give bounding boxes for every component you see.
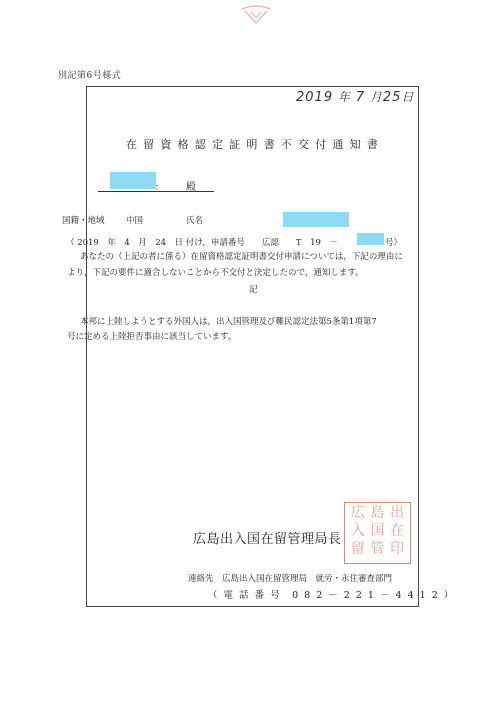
name-redaction: [283, 212, 349, 227]
date-month: 7: [355, 90, 366, 105]
seal-char: 出: [390, 505, 405, 521]
application-close: 号）: [385, 238, 403, 248]
addressee-dot: ：: [155, 183, 165, 193]
seal-char: 広: [350, 505, 365, 521]
seal-char: 在: [390, 523, 405, 539]
addressee-redaction: [110, 172, 156, 189]
seal-char: 留: [350, 541, 365, 557]
reason-line-1: 本邦に上陸しようとする外国人は，出入国管理及び難民認定法第5条第1項第7: [80, 317, 377, 327]
nationality-label: 国籍・地域: [62, 216, 105, 226]
top-stamp-icon: [240, 3, 272, 25]
application-line: （ 2019 年 4 月 24 日 付け，申請番号 広認 T 19 －: [66, 238, 338, 248]
seal-char: 管: [370, 541, 385, 557]
addressee-underline: [98, 191, 214, 192]
issuing-authority: 広島出入国在留管理局長: [193, 532, 342, 547]
issue-date: [296, 88, 414, 105]
date-month-suffix: 月: [369, 90, 383, 104]
seal-char: 国: [370, 523, 385, 539]
seal-char: 印: [390, 541, 405, 557]
seal-char: 入: [350, 523, 365, 539]
date-day: 25: [382, 90, 402, 105]
form-number-label: 別記第6号様式: [58, 71, 122, 81]
name-label: 氏名: [186, 216, 204, 226]
application-number-redaction: [357, 233, 384, 245]
body-line-2: より，下記の要件に適合しないことから不交付と決定したので，通知します。: [67, 268, 364, 278]
date-year: 2019: [296, 90, 334, 105]
contact-line: 連絡先 広島出入国在留管理局 就労・永住審査部門: [188, 574, 393, 584]
date-year-suffix: 年: [337, 90, 351, 104]
reason-line-2: 号に定める上陸拒否事由に該当しています。: [67, 332, 237, 342]
seal-char: 島: [370, 505, 385, 521]
phone-line: （ 電 話 番 号 0 8 2 － 2 2 1 － 4 4 1 2 ）: [208, 590, 455, 601]
ki-heading: 記: [249, 285, 258, 295]
addressee-honorific: 殿: [186, 182, 196, 193]
official-seal: [344, 502, 411, 564]
document-title: 在留資格認定証明書不交付通知書: [126, 138, 384, 151]
nationality-value: 中国: [126, 216, 144, 226]
date-day-suffix: 日: [401, 90, 415, 104]
body-line-1: あなたの（上記の者に係る）在留資格認定証明書交付申請については，下記の理由に: [80, 252, 403, 262]
